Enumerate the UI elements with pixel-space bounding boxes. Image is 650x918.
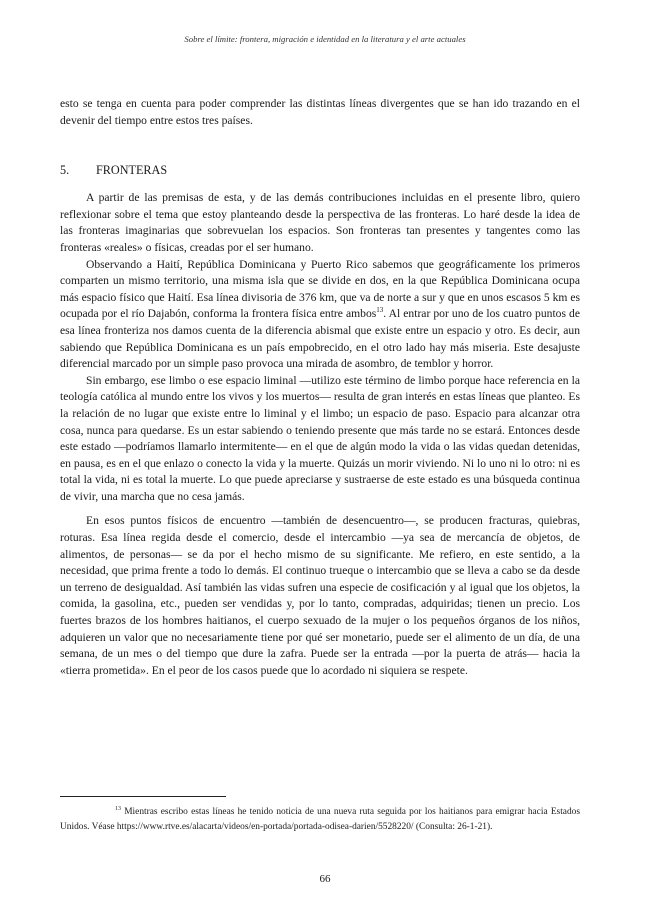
footnote-divider xyxy=(60,796,226,797)
paragraph-4: En esos puntos físicos de encuentro —también de desencuentro—, se producen fracturas, quiebras, roturas. Esa línea regida desde el comercio, desde el intercambio —ya sea de mercancía de objetos, de alimentos, de personas— se da por el hecho mismo de su significante. Me refiero, en este sentido, a la necesidad, que prima frente a todo lo demás. El continuo trueque o intercambio que se lleva a cabo se da desde un terreno de desigualdad. Así también las vidas sufren una especie de cosificación y al igual que los objetos, la comida, la gasolina, etc., pueden ser vendidas y, por lo tanto, compradas, adquiridas; tienen un precio. Los fuertes brazos de los hombres haitianos, el cuerpo sexuado de la mujer o los pequeños órganos de los niños, adquieren un valor que no necesariamente tiene por qué ser monetario, puede ser el alimento de un día, de una semana, de un mes o del tiempo que dure la zafra. Puede ser la entrada —por la puerta de atrás— hacia la «tierra prometida». En el peor de los casos puede que lo acordado ni siquiera se respete. xyxy=(60,514,580,677)
body-text xyxy=(60,96,580,679)
paragraph-2-text-a: Observando a Haití, República Dominicana y Puerto Rico sabemos que geográficamente los primeros comparten un mismo territorio, una misma isla que se divide en dos, en la que República Dominicana ocupa más espacio físico que Haití. Esa línea divisoria de 376 km, que va de norte a sur y que en unos escasos 5 km es ocupada por el río Dajabón, conforma la frontera física entre ambos xyxy=(60,257,580,321)
paragraph-3: Sin embargo, ese limbo o ese espacio liminal —utilizo este término de limbo porque hace referencia en la teología católica al mundo entre los vivos y los muertos— resulta de gran interés en estas líneas que planteo. Es la relación de no lugar que existe entre lo liminal y el limbo; un espacio de paso. Espacio para alcanzar otra cosa, nunca para quedarse. Es un estar sabiendo o teniendo presente que más tarde no se estará. Entonces desde este estado —podríamos llamarlo intermitente— en el que de algún modo la vida o las vidas quedan detenidas, en pausa, es en el que enlazo o conecto la vida y la muerte. Quizás un morir viviendo. Ni lo uno ni lo otro: ni es total la vida, ni es total la muerte. Lo que puede apreciarse y sustraerse de este estado es una búsqueda continua de vivir, una marcha que no cesa jamás. xyxy=(60,373,580,503)
footnote-text: Mientras escribo estas líneas he tenido noticia de una nueva ruta seguida por los haitianos para emigrar hacia Estados Unidos. Véase https://www.rtve.es/alacarta/videos/en-portada/portada-odisea-darien/5528220/ (Consulta: 26-1-21). xyxy=(60,807,580,832)
page-number: 66 xyxy=(319,873,331,885)
paragraph-spacer xyxy=(60,505,580,513)
footnote-reference[interactable]: 13 xyxy=(376,306,384,315)
running-header: Sobre el límite: frontera, migración e identidad en la literatura y el arte actuales xyxy=(184,34,466,44)
paragraph-2 xyxy=(60,257,580,373)
section-number: 5. xyxy=(60,163,70,178)
paragraph-2-text-b: . Al entrar por uno de los cuatro puntos de esa línea fronteriza nos damos cuenta de la diferencia abismal que existe entre un espacio y otro. Es decir, aun sabiendo que República Dominicana es un país empobrecido, en el otro lado hay más miseria. Este desajuste diferencial marcado por un simple paso provoca una mirada de asombro, de temblor y horror. xyxy=(60,307,580,371)
footnote xyxy=(60,805,580,834)
lead-paragraph: esto se tenga en cuenta para poder comprender las distintas líneas divergentes que se han ido trazando en el devenir del tiempo entre estos tres países. xyxy=(60,97,580,127)
section-heading xyxy=(60,162,580,178)
section-title: FRONTERAS xyxy=(96,163,168,178)
footnote-marker: 13 xyxy=(115,805,121,812)
paragraph-1: A partir de las premisas de esta, y de las demás contribuciones incluidas en el presente libro, quiero reflexionar sobre el tema que estoy planteando desde la perspectiva de las fronteras. Lo haré desde la idea de las fronteras imaginarias que sobrevuelan los espacios. Son fronteras tan presentes y tangentes como las fronteras «reales» o físicas, creadas por el ser humano. xyxy=(60,191,580,254)
